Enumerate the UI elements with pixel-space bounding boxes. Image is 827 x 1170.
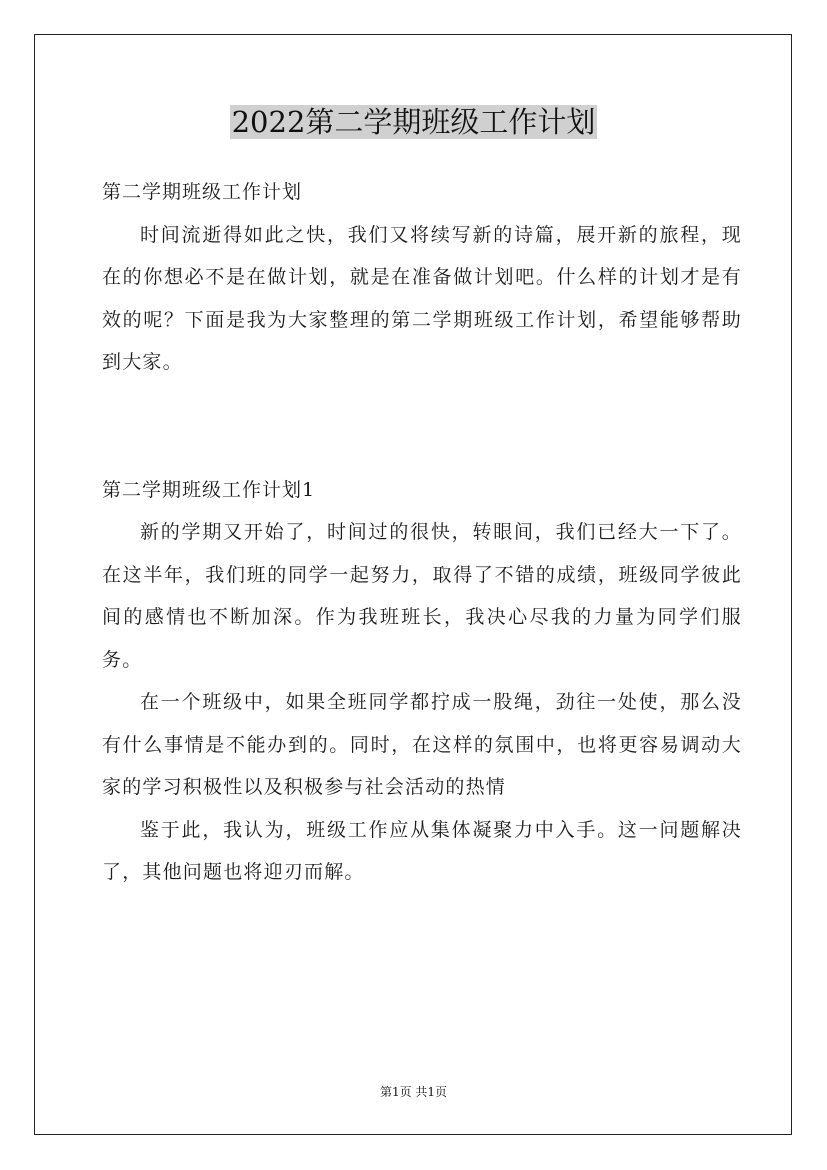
section-heading: 第二学期班级工作计划	[102, 181, 303, 203]
intro-paragraph: 时间流逝得如此之快，我们又将续写新的诗篇，展开新的旅程，现在的你想必不是在做计划，就是在准备做计划吧。什么样的计划才是有效的呢？下面是我为大家整理的第二学期班级工作计划，希望能够帮助到大家。	[102, 223, 742, 373]
document-body	[102, 171, 742, 894]
page-footer	[0, 1083, 827, 1100]
section-heading-1: 第二学期班级工作计划1	[102, 478, 316, 501]
body-paragraph: 鉴于此，我认为，班级工作应从集体凝聚力中入手。这一问题解决了，其他问题也将迎刃而解。	[102, 818, 742, 883]
page-number: 第1页 共1页	[379, 1085, 448, 1099]
section-spacer	[102, 384, 742, 469]
document-title	[0, 100, 827, 144]
document-title-text: 2022第二学期班级工作计划	[231, 105, 596, 139]
body-paragraph: 在一个班级中，如果全班同学都拧成一股绳，劲往一处使，那么没有什么事情是不能办到的。同时，在这样的氛围中，也将更容易调动大家的学习积极性以及积极参与社会活动的热情	[102, 691, 742, 798]
body-paragraph: 新的学期又开始了，时间过的很快，转眼间，我们已经大一下了。在这半年，我们班的同学一起努力，取得了不错的成绩，班级同学彼此间的感情也不断加深。作为我班班长，我决心尽我的力量为同学们服务。	[102, 521, 742, 671]
